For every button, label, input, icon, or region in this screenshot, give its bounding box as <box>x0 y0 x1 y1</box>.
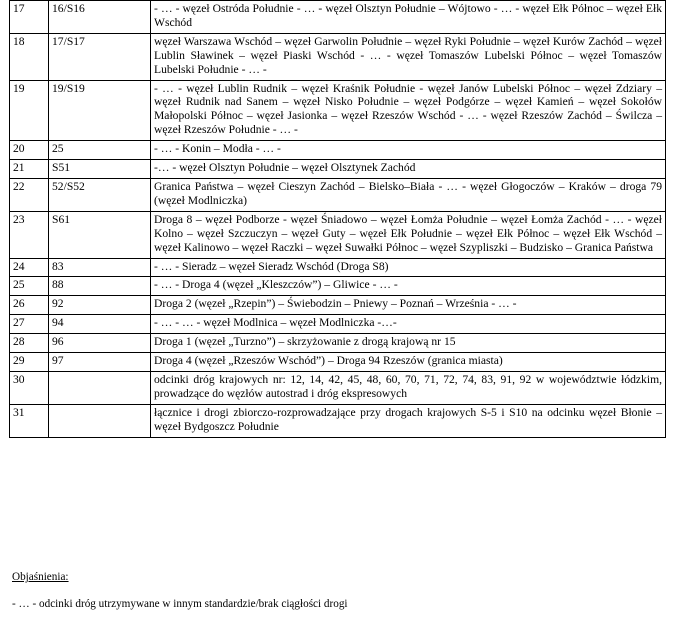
table-row <box>10 296 666 315</box>
explanations-legend: - … - odcinki dróg utrzymywane w innym standardzie/brak ciągłości drogi <box>12 598 348 610</box>
road-number-cell: 88 <box>49 277 151 296</box>
row-number-cell: 18 <box>10 33 49 80</box>
table-row <box>10 258 666 277</box>
road-number-cell: 19/S19 <box>49 80 151 141</box>
road-number-cell: 94 <box>49 315 151 334</box>
road-section-cell: - … - węzeł Lublin Rudnik – węzeł Kraśnik Południe - węzeł Janów Lubelski Północ – węzeł Zdziary – węzeł Rudnik nad Sanem – węzeł Nisko Południe – węzeł Podgórze – węzeł Kamień – węzeł Sokołów Małopolski Północ – węzeł Jasionka – węzeł Rzeszów Wschód - … - węzeł Rzeszów Zachód – Świlcza – węzeł Rzeszów Południe - … - <box>151 80 666 141</box>
row-number-cell: 28 <box>10 334 49 353</box>
table-row <box>10 1 666 34</box>
road-section-cell: - … - … - węzeł Modlnica – węzeł Modlniczka -…- <box>151 315 666 334</box>
table-row <box>10 277 666 296</box>
row-number-cell: 24 <box>10 258 49 277</box>
roads-table-body <box>10 1 666 438</box>
road-section-cell: - … - Konin – Modła - … - <box>151 141 666 160</box>
table-row <box>10 211 666 258</box>
table-row <box>10 334 666 353</box>
road-number-cell: 25 <box>49 141 151 160</box>
road-number-cell: S51 <box>49 160 151 179</box>
road-number-cell: 16/S16 <box>49 1 151 34</box>
road-section-cell: Droga 8 – węzeł Podborze - węzeł Śniadowo – węzeł Łomża Południe – węzeł Łomża Zachód - … - węzeł Kolno – węzeł Szczuczyn – węzeł Guty – węzeł Ełk Południe – węzeł Ełk Północ – węzeł Ełk Wschód – węzeł Kalinowo – węzeł Raczki – węzeł Suwałki Północ – węzeł Szypliszki – Budzisko – Granica Państwa <box>151 211 666 258</box>
table-row <box>10 404 666 437</box>
row-number-cell: 26 <box>10 296 49 315</box>
road-section-cell: -… - węzeł Olsztyn Południe – węzeł Olsztynek Zachód <box>151 160 666 179</box>
road-number-cell: 97 <box>49 353 151 372</box>
road-section-cell: - … - Droga 4 (węzeł „Kleszczów”) – Gliwice - … - <box>151 277 666 296</box>
road-number-cell <box>49 404 151 437</box>
row-number-cell: 30 <box>10 371 49 404</box>
table-row <box>10 80 666 141</box>
table-row <box>10 178 666 211</box>
road-number-cell: 17/S17 <box>49 33 151 80</box>
road-section-cell: Droga 4 (węzeł „Rzeszów Wschód”) – Droga 94 Rzeszów (granica miasta) <box>151 353 666 372</box>
row-number-cell: 25 <box>10 277 49 296</box>
table-row <box>10 353 666 372</box>
road-section-cell: łącznice i drogi zbiorczo-rozprowadzające przy drogach krajowych S-5 i S10 na odcinku węzeł Błonie – węzeł Bydgoszcz Południe <box>151 404 666 437</box>
row-number-cell: 20 <box>10 141 49 160</box>
road-section-cell: odcinki dróg krajowych nr: 12, 14, 42, 45, 48, 60, 70, 71, 72, 74, 83, 91, 92 w województwie łódzkim, prowadzące do węzłów autostrad i dróg ekspresowych <box>151 371 666 404</box>
row-number-cell: 27 <box>10 315 49 334</box>
road-section-cell: Granica Państwa – węzeł Cieszyn Zachód – Bielsko–Biała - … - węzeł Głogoczów – Kraków – droga 79 (węzeł Modlniczka) <box>151 178 666 211</box>
table-row <box>10 315 666 334</box>
table-row <box>10 33 666 80</box>
table-row <box>10 141 666 160</box>
road-section-cell: węzeł Warszawa Wschód – węzeł Garwolin Południe – węzeł Ryki Południe – węzeł Kurów Zachód – węzeł Lublin Sławinek – węzeł Piaski Wschód - … - węzeł Tomaszów Lubelski Północ – węzeł Tomaszów Lubelski Południe - … - <box>151 33 666 80</box>
road-number-cell: 96 <box>49 334 151 353</box>
row-number-cell: 19 <box>10 80 49 141</box>
road-number-cell: 52/S52 <box>49 178 151 211</box>
row-number-cell: 21 <box>10 160 49 179</box>
road-number-cell: 92 <box>49 296 151 315</box>
row-number-cell: 23 <box>10 211 49 258</box>
road-section-cell: Droga 1 (węzeł „Turzno”) – skrzyżowanie z drogą krajową nr 15 <box>151 334 666 353</box>
road-section-cell: - … - Sieradz – węzeł Sieradz Wschód (Droga S8) <box>151 258 666 277</box>
row-number-cell: 17 <box>10 1 49 34</box>
row-number-cell: 31 <box>10 404 49 437</box>
row-number-cell: 29 <box>10 353 49 372</box>
explanations-heading: Objaśnienia: <box>12 571 69 583</box>
road-number-cell: S61 <box>49 211 151 258</box>
road-section-cell: Droga 2 (węzeł „Rzepin”) – Świebodzin – Pniewy – Poznań – Września - … - <box>151 296 666 315</box>
roads-table <box>9 0 666 438</box>
table-row <box>10 371 666 404</box>
row-number-cell: 22 <box>10 178 49 211</box>
road-section-cell: - … - węzeł Ostróda Południe - … - węzeł Olsztyn Południe – Wójtowo - … - węzeł Ełk Północ – węzeł Ełk Wschód <box>151 1 666 34</box>
explanations <box>12 570 348 611</box>
table-row <box>10 160 666 179</box>
road-number-cell: 83 <box>49 258 151 277</box>
road-number-cell <box>49 371 151 404</box>
